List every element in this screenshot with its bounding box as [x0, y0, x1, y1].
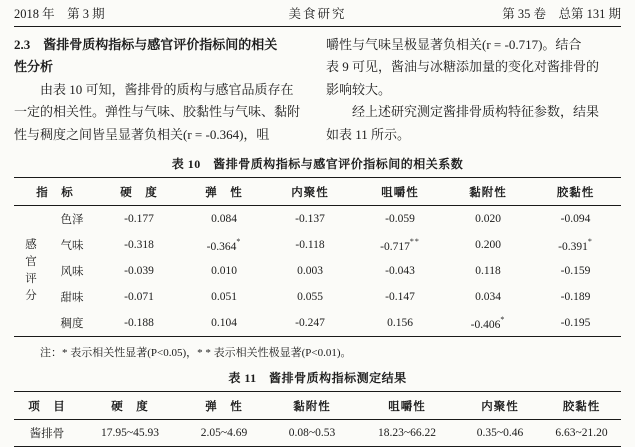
- table-header-row: [14, 392, 621, 420]
- significance-marker: *: [587, 236, 593, 246]
- body-columns: [14, 34, 621, 146]
- table10-significance-note: 注：* 表示相关性显著(P<0.05)，* * 表示相关性极显著(P<0.01)。: [40, 347, 352, 360]
- table-cell: 0.08~0.53: [288, 427, 336, 440]
- column-header: 硬 度: [80, 392, 180, 420]
- table-cell: 18.23~66.22: [378, 427, 436, 440]
- table-cell: 0.003: [297, 265, 323, 278]
- paragraph-line: 一定的相关性。弹性与气味、胶黏性与气味、黏附: [14, 104, 301, 120]
- paragraph-line: 经上述研究测定酱排骨质构特征参数，结果: [326, 104, 600, 120]
- significance-marker: *: [500, 314, 506, 324]
- table-cell: 0.010: [211, 265, 237, 278]
- table-cell: -0.159: [560, 265, 591, 278]
- column-header: 咀嚼性: [356, 392, 458, 420]
- table-cell: -0.391*: [558, 236, 593, 253]
- table-cell: -0.059: [385, 213, 415, 226]
- significance-marker: **: [409, 236, 420, 246]
- paragraph-line: 性与稠度之间皆呈显著负相关(r = -0.364)，咀: [14, 126, 270, 142]
- row-label: 气味: [60, 240, 84, 253]
- table-cell: -0.406*: [470, 314, 506, 331]
- table10-correlation-table: [14, 177, 621, 337]
- table-cell: -0.189: [560, 291, 591, 304]
- table-cell: -0.071: [124, 291, 154, 304]
- table-header-row: [14, 178, 621, 206]
- table-cell: 0.35~0.46: [476, 427, 524, 440]
- table-cell: 6.63~21.20: [555, 427, 608, 440]
- table-cell: -0.247: [295, 317, 325, 330]
- page-header: [14, 5, 621, 23]
- paragraph-line: 影响较大。: [326, 81, 392, 97]
- table-cell: 0.055: [297, 291, 323, 304]
- paragraph-line: 如表 11 所示。: [326, 126, 411, 142]
- row-label: 风味: [60, 266, 84, 279]
- table-cell: -0.364*: [206, 236, 242, 253]
- table-cell: 0.104: [211, 317, 237, 330]
- table-cell: -0.147: [385, 291, 415, 304]
- column-header: 弹 性: [180, 392, 268, 420]
- column-header: 胶黏性: [542, 392, 621, 420]
- table-row: [14, 232, 621, 258]
- table-cell: -0.094: [560, 213, 591, 226]
- table-cell: -0.039: [124, 265, 154, 278]
- table-cell: -0.717**: [380, 236, 420, 253]
- table-cell: -0.177: [124, 213, 154, 226]
- column-header: 黏附性: [268, 392, 356, 420]
- paragraph-line: 表 9 可见，酱油与冰糖添加量的变化对酱排骨的: [326, 59, 600, 75]
- header-issue-info: 2018 年 第 3 期: [14, 7, 105, 21]
- table-cell: -0.318: [124, 239, 154, 252]
- column-header: 项 目: [14, 392, 80, 420]
- table-cell: 2.05~4.69: [200, 427, 248, 440]
- table-cell: 0.156: [387, 317, 413, 330]
- column-header: 弹 性: [182, 178, 266, 206]
- table-row: [14, 310, 621, 337]
- header-divider: [14, 26, 621, 27]
- journal-title: 美食研究: [288, 7, 347, 21]
- row-label: 色泽: [60, 214, 84, 227]
- row-label: 酱排骨: [29, 428, 65, 441]
- row-label: 稠度: [60, 318, 84, 331]
- table11-results-table: [14, 391, 621, 447]
- table-cell: -0.195: [560, 317, 591, 330]
- table-cell: 0.020: [475, 213, 501, 226]
- table-cell: -0.188: [124, 317, 154, 330]
- table11-title: 表 11 酱排骨质构指标测定结果: [228, 371, 407, 386]
- column-header: 指 标: [14, 178, 96, 206]
- table-row: [14, 284, 621, 310]
- column-header: 硬 度: [96, 178, 182, 206]
- table10-title: 表 10 酱排骨质构指标与感官评价指标间的相关系数: [171, 157, 464, 172]
- table-cell: -0.118: [295, 239, 325, 252]
- paragraph-line: 由表 10 可知，酱排骨的质构与感官品质存在: [14, 81, 294, 97]
- table-cell: 0.200: [475, 239, 501, 252]
- left-column: [14, 34, 309, 146]
- table-cell: 17.95~45.93: [101, 427, 159, 440]
- table-row: [14, 420, 621, 447]
- row-label: 甜味: [60, 292, 84, 305]
- journal-page: [14, 5, 621, 447]
- table-cell: 0.084: [211, 213, 237, 226]
- section-heading-line1: 2.3 酱排骨质构指标与感官评价指标间的相关: [14, 37, 278, 52]
- table-cell: 0.118: [475, 265, 501, 278]
- table-cell: -0.137: [295, 213, 325, 226]
- table-cell: 0.034: [475, 291, 501, 304]
- paragraph-line: 嚼性与气味呈极显著负相关(r = -0.717)。结合: [326, 37, 582, 52]
- column-header: 黏附性: [446, 178, 530, 206]
- section-heading-line2: 性分析: [14, 59, 54, 75]
- table-row: [14, 206, 621, 233]
- column-header: 内聚性: [458, 392, 542, 420]
- significance-marker: *: [236, 236, 242, 246]
- right-column: [326, 34, 621, 146]
- header-volume-info: 第 35 卷 总第 131 期: [502, 7, 621, 21]
- table-row: [14, 258, 621, 284]
- table-cell: 0.051: [211, 291, 237, 304]
- column-header: 咀嚼性: [354, 178, 446, 206]
- column-header: 胶黏性: [530, 178, 621, 206]
- column-header: 内聚性: [266, 178, 354, 206]
- row-group-label: 感官评分: [25, 239, 37, 303]
- table-cell: -0.043: [385, 265, 415, 278]
